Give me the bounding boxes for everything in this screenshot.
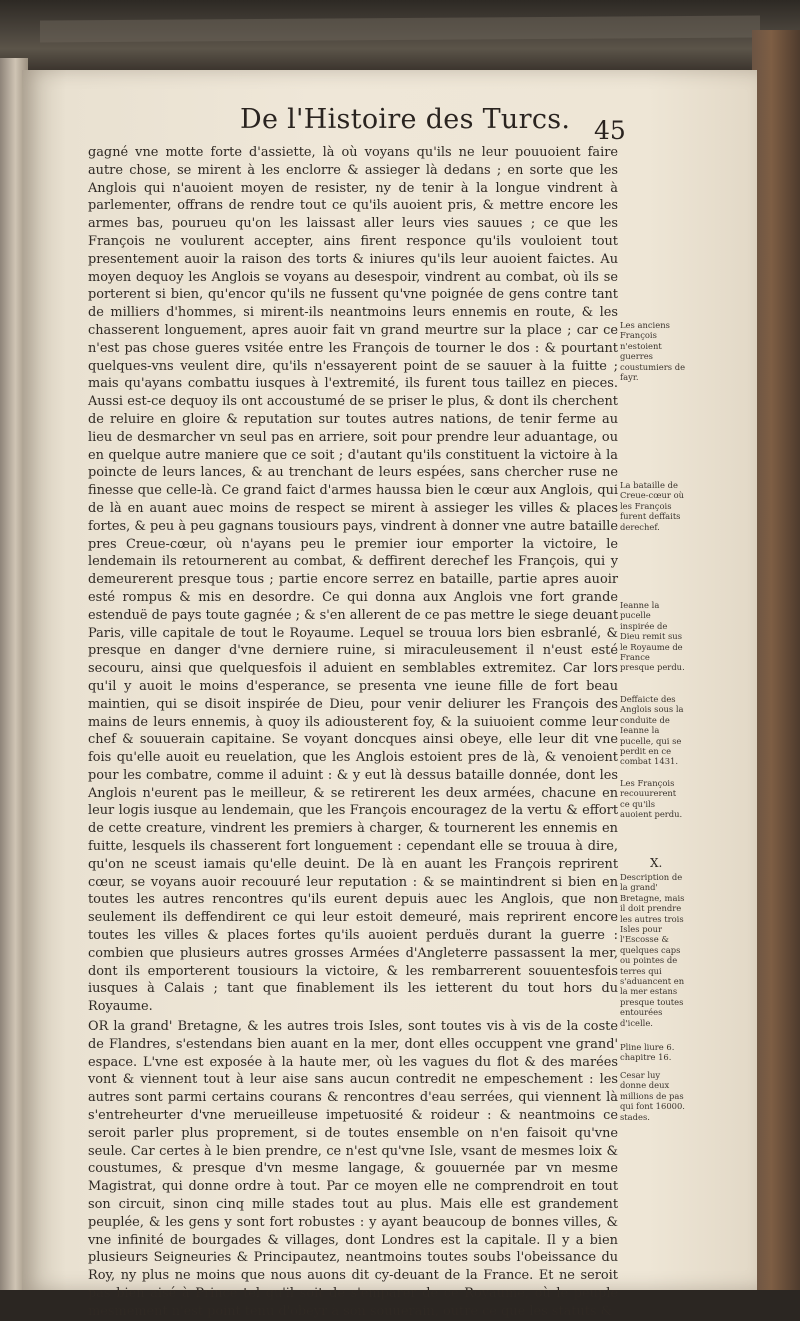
page-number: 45	[594, 116, 626, 145]
margin-note: Pline liure 6. chapitre 16.	[620, 1042, 675, 1063]
paragraph: OR la grand' Bretagne, & les autres trois Isles, sont toutes vis à vis de la coste de Flandres, s'estendans bien auant en la mer, dont elles occuppent vne grand' espace. L'vne est exposée à la haute mer, où les vagues du flot & des marées vont & viennent tout à leur aise sans aucun contredit ne empeschement : les autres sont parmi certains courans & rencontres d'eau serrées, qui viennent là s'entreheurter d'vne merueilleuse impetuosité & roideur : & neantmoins ce seroit parler plus proprement, si de toutes ensemble on n'en faisoit qu'vne seule. Car certes à le bien prendre, ce n'est qu'vne Isle, vsant de mesmes loix & coustumes, & presque d'vn mesme langage, & gouuernée par vn mesme Magistrat, qui donne ordre à tout. Par ce moyen elle ne comprendroit en tout son circuit, sinon cinq mille stades tout au plus. Mais elle est grandement peuplée, & les gens y sont fort robustes : y ayant beaucoup de bonnes villes, & vne infinité de bourgades & villages, dont Londres est la capitale. Il y a bien plusieurs Seigneuries & Principautez, neantmoins toutes soubs l'obeissance du Roy, ny plus ne moins que nous auons dit cy-deuant de la France. Et ne seroit pas bien aisé à Prince tel qu'il soit de s'emparer de ce Royaume, où le peuple mesmement n'est point tenu d'obeyr à son souuerain, outre ce que les statuts &	[88, 1019, 618, 1319]
paragraph: gagné vne motte forte d'assiette, là où voyans qu'ils ne leur pouuoient faire autre chose, se mirent à les enclorre & assieger là dedans ; en sorte que les Anglois qui n'auoient moyen de resister, ny de tenir à la longue vindrent à parlementer, offrans de rendre tout ce qu'ils auoient pris, & mettre encore les armes bas, pourueu qu'on les laissast aller leurs vies sauues ; ce que les François ne voulurent accepter, ains firent responce qu'ils vouloient tout presentement auoir la raison des torts & iniures qu'ils leur auoient faictes. Au moyen dequoy les Anglois se voyans au desespoir, vindrent au combat, où ils se porterent si bien, qu'encor qu'ils ne fussent qu'vne poignée de gens contre tant de milliers d'hommes, si mirent-ils neantmoins leurs ennemis en route, & les chasserent longuement, apres auoir fait vn grand meurtre sur la place ; car ce n'est pas chose gueres vsitée entre les François de tourner le dos : & pourtant quelques-vns veulent dire, qu'ils n'essayerent point de se sauuer à la fuitte ; mais qu'ayans combattu iusques à l'extremité, ils furent tous taillez en pieces. Aussi est-ce dequoy ils ont accoustumé de se priser le plus, & dont ils cherchent de reluire en gloire & reputation sur toutes autres nations, de tenir ferme au lieu de desmarcher vn seul pas en arriere, soit pour prendre leur aduantage, ou en quelque autre maniere que ce soit ; d'autant qu'ils constituent la victoire à la poincte de leurs lances, & au trenchant de leurs espées, sans chercher ruse ne finesse que celle-là. Ce grand faict d'armes haussa bien le cœur aux Anglois, qui de là en auant auec moins de respect se mirent à assieger les villes & places fortes, & peu à peu gagnans tousiours pays, vindrent à donner vne autre bataille pres Creue-cœur, où n'ayans peu le premier iour emporter la victoire, le lendemain ils retournerent au combat, & deffirent derechef les François, qui y demeurerent presque tous ; partie encore serrez en bataille, partie apres auoir esté rompus & mis en desordre. Ce qui donna aux Anglois vne fort grande estenduë de pays toute gagnée ; & s'en allerent de ce pas mettre le siege deuant Paris, ville capitale de tout le Royaume. Lequel se trouua lors bien esbranlé, & presque en danger d'vne derniere ruine, si miraculeusement il n'eust esté secouru, ainsi que quelquesfois il aduient en semblables extremitez. Car lors qu'il y auoit le moins d'esperance, se presenta vne ieune fille de fort beau maintien, qui se disoit inspirée de Dieu, pour venir deliurer les François des mains de leurs ennemis, à quoy ils adiousterent foy, & la suiuoient comme leur chef & souuerain capitaine. Se voyant doncques ainsi obeye, elle leur dit vne fois qu'elle auoit eu reuelation, que les Anglois estoient pres de là, & venoient pour les combatre, comme il aduint : & y eut là dessus bataille donnée, dont les Anglois n'eurent pas le meilleur, & se retirerent les deux armées, chacune en leur logis iusque au lendemain, que les François encouragez de la vertu & effort de cette creature, vindrent les premiers à charger, & tournerent les ennemis en fuitte, lesquels ils chasserent fort longuement : cependant elle se trouua à dire, qu'on ne sceust iamais qu'elle deuint. De là en auant les François reprirent cœur, se voyans auoir recouuré leur reputation : & se maintindrent si bien en toutes les autres rencontres qu'ils eurent depuis auec les Anglois, que non seulement ils deffendirent ce qui leur estoit demeuré, mais reprirent encore toutes les villes & places fortes qu'ils auoient perduës durant la guerre : combien que plusieurs autres grosses Armées d'Angleterre passassent la mer, dont ils emporterent tousiours la victoire, & les rembarrerent souuentesfois iusques à Calais ; tant que finablement ils les ietterent du tout hors du Royaume.	[88, 145, 618, 1015]
margin-note: Description de la grand' Bretagne, mais il doit prendre les autres trois Isles pour l'Escosse & quelques caps ou pointes de terres qui s'aduancent en la mer estans presque toutes entourées d'icelle.	[620, 872, 685, 1028]
margin-note: La bataille de Creue-cœur où les François furent deffaits derechef.	[620, 480, 685, 532]
margin-note: Ieanne la pucelle inspirée de Dieu remit sus le Royaume de France presque perdu.	[620, 600, 685, 673]
book-binding-band	[40, 15, 760, 42]
book-top-edge	[0, 0, 800, 70]
running-title: De l'Histoire des Turcs.	[240, 104, 571, 135]
margin-note: Les anciens François n'estoient guerres coustumiers de fayr.	[620, 320, 686, 383]
margin-note: Cesar luy donne deux millions de pas qui font 16000. stades.	[620, 1070, 685, 1122]
margin-note: Les François recouurerent ce qu'ils auoient perdu.	[620, 778, 683, 820]
book-cover-edge	[752, 30, 800, 1290]
body-text	[88, 144, 618, 1321]
section-number: X.	[650, 856, 663, 870]
margin-note: Deffaicte des Anglois sous la conduite de Ieanne la pucelle, qui se perdit en ce combat 1431.	[620, 694, 684, 767]
